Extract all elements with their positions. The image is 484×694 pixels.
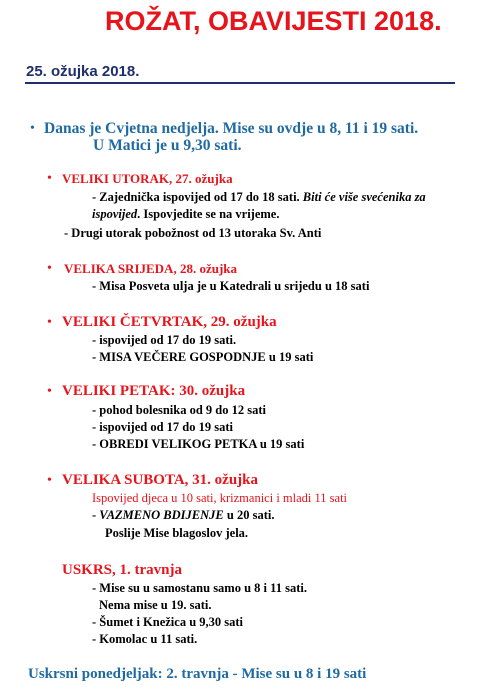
subota-item-1-dash: -	[92, 508, 100, 522]
petak-item-2: - ispovijed od 17 do 19 sati	[92, 420, 233, 434]
intro-line-1: Danas je Cvjetna nedjelja. Mise su ovdje u 8, 11 i 19 sati.	[44, 120, 419, 137]
cetvrtak-bullet: •	[47, 315, 52, 330]
utorak-heading: VELIKI UTORAK, 27. ožujka	[62, 171, 233, 186]
petak-item-3: - OBREDI VELIKOG PETKA u 19 sati	[92, 437, 305, 451]
utorak-item-1-cont	[92, 207, 279, 222]
intro-line-2: U Matici je u 9,30 sati.	[93, 137, 242, 154]
subota-item-1-text: u 20 sati.	[223, 508, 275, 522]
subota-bullet: •	[47, 473, 52, 488]
uskrs-item-3: - Šumet i Knežica u 9,30 sati	[92, 615, 244, 629]
uskrs-item-1: - Mise su u samostanu samo u 8 i 11 sati.	[92, 581, 307, 595]
page-title: ROŽAT, OBAVIJESTI 2018.	[105, 6, 442, 36]
subota-item-1	[92, 508, 274, 523]
header-divider	[25, 82, 455, 84]
uskrs-heading: USKRS, 1. travnja	[62, 562, 183, 578]
cetvrtak-heading: VELIKI ČETVRTAK, 29. ožujka	[62, 314, 277, 330]
petak-heading: VELIKI PETAK: 30. ožujka	[62, 383, 246, 399]
petak-bullet: •	[47, 384, 52, 399]
petak-item-1: - pohod bolesnika od 9 do 12 sati	[92, 403, 267, 417]
utorak-item-1-emphasis: Biti će više svećenika za	[302, 190, 426, 204]
utorak-item-1-text: - Zajednička ispovijed od 17 do 18 sati.	[92, 190, 303, 204]
uskrs-item-2: Nema mise u 19. sati.	[99, 598, 212, 612]
utorak-bullet: •	[47, 171, 52, 186]
intro-bullet: •	[30, 121, 35, 136]
srijeda-item-1: - Misa Posveta ulja je u Katedrali u srijedu u 18 sati	[92, 279, 370, 293]
srijeda-bullet: •	[47, 261, 52, 276]
subota-item-2: Poslije Mise blagoslov jela.	[105, 526, 249, 540]
footer-note: Uskrsni ponedjeljak: 2. travnja - Mise su u 8 i 19 sati	[28, 666, 367, 682]
utorak-item-2: - Drugi utorak pobožnost od 13 utoraka Sv. Anti	[64, 226, 322, 240]
utorak-item-1-text-2: . Ispovjedite se na vrijeme.	[137, 207, 280, 221]
uskrs-item-4: - Komolac u 11 sati.	[92, 632, 198, 646]
subota-item-1-emphasis: VAZMENO BDIJENJE	[99, 508, 224, 522]
cetvrtak-item-1: - ispovijed od 17 do 19 sati.	[92, 333, 237, 347]
utorak-item-1-emphasis-2: ispovijed	[92, 207, 138, 221]
subota-heading: VELIKA SUBOTA, 31. ožujka	[62, 472, 259, 488]
cetvrtak-item-2: - MISA VEČERE GOSPODNJE u 19 sati	[92, 350, 314, 364]
utorak-item-1	[92, 190, 426, 205]
subota-subheading: Ispovijed djeca u 10 sati, krizmanici i mladi 11 sati	[92, 491, 348, 505]
srijeda-heading: VELIKA SRIJEDA, 28. ožujka	[64, 261, 238, 276]
date-heading: 25. ožujka 2018.	[26, 63, 140, 80]
